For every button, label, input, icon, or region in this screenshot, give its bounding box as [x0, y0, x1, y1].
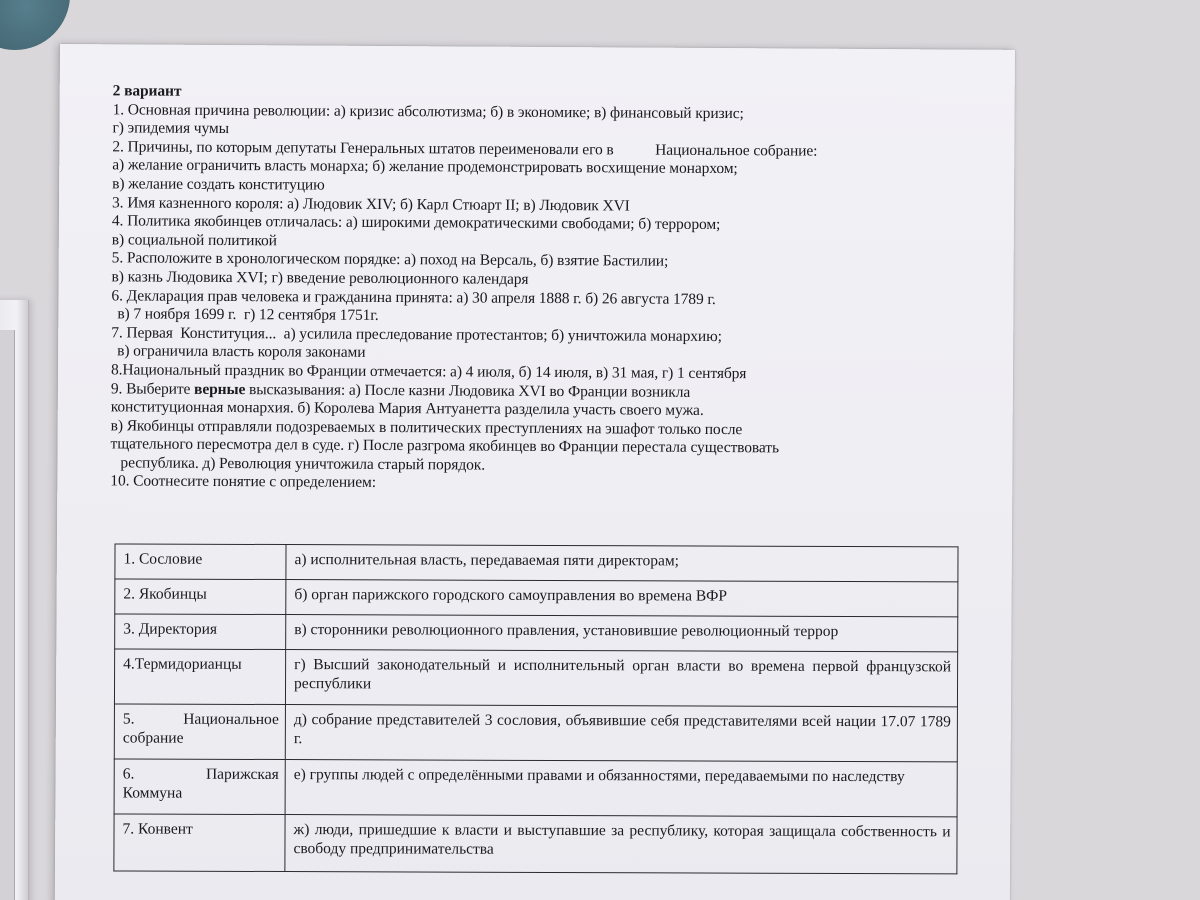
question-8-line-1: 8.Национальный праздник во Франции отмечается: а) 4 июля, б) 14 июля, в) 31 мая, г) 1 сентября — [110, 361, 747, 383]
question-7-line-1: 7. Первая Конституция... а) усилила преследование протестантов; б) уничтожила монархию; — [111, 324, 722, 345]
question-9-line-3: в) Якобинцы отправляли подозреваемых в политических преступлениях на эшафот только после — [110, 417, 743, 438]
table-term-cell: 2. Якобинцы — [115, 579, 286, 615]
table-term-cell: 7. Конвент — [114, 814, 285, 872]
table-term-cell: 3. Директория — [115, 614, 286, 650]
worksheet-paper — [55, 44, 1015, 900]
table-term-cell: 6. Парижская Коммуна — [114, 759, 285, 815]
table-definition-cell: д) собрание представителей 3 сословия, объявившие себя представителями всей нации 17.07 1789 г. — [285, 705, 957, 762]
table-row — [114, 814, 957, 874]
table-row — [114, 759, 957, 817]
question-6-line-2: в) 7 ноября 1699 г. г) 12 сентября 1751г. — [117, 305, 379, 325]
background-object — [0, 0, 70, 50]
matching-table — [113, 543, 958, 874]
question-2-line-1: 2. Причины, по которым депутаты Генеральных штатов переименовали его в Национальное собрание: — [112, 138, 818, 160]
question-9-line-5: республика. д) Революция уничтожила старый порядок. — [120, 454, 486, 474]
question-7-line-2: в) ограничила власть короля законами — [117, 342, 366, 362]
question-9-suffix: высказывания: а) После казни Людовика XVI во Франции возникла — [245, 380, 691, 401]
question-3-line-1: 3. Имя казненного короля: а) Людовик XIV; б) Карл Стюарт II; в) Людовик XVI — [111, 193, 630, 215]
table-row — [115, 614, 958, 652]
question-10-line-1: 10. Соотнесите понятие с определением: — [110, 472, 376, 492]
question-5-line-1: 5. Расположите в хронологическом порядке: а) поход на Версаль, б) взятие Бастилии; — [111, 249, 669, 271]
question-9-line-4: тщательного пересмотра дел в суде. г) После разгрома якобинцев во Франции перестала существовать — [110, 435, 780, 457]
table-row — [115, 579, 958, 617]
question-1-line-2: г) эпидемия чумы — [112, 119, 230, 138]
worksheet-content — [110, 82, 972, 496]
table-definition-cell: в) сторонники революционного правления, установившие революционный террор — [286, 615, 958, 652]
question-1-line-1: 1. Основная причина революции: а) кризис абсолютизма; б) в экономике; в) финансовый кризис; — [112, 100, 744, 122]
question-2-line-3: в) желание создать конституцию — [112, 175, 325, 194]
question-4-line-1: 4. Политика якобинцев отличалась: а) широкими демократическими свободами; б) террором; — [111, 212, 721, 234]
table-term-cell: 1. Сословие — [115, 544, 286, 580]
table-term-cell: 5. Национальное собрание — [114, 704, 285, 760]
question-9-bold-word: верные — [194, 380, 246, 398]
question-9-line-2: конституционная монархия. б) Королева Мария Антуанетта разделила участь своего мужа. — [110, 398, 704, 420]
question-4-line-2: в) социальной политикой — [111, 231, 277, 250]
background-paper-edge — [0, 330, 15, 900]
variant-title: 2 вариант — [112, 82, 182, 100]
table-definition-cell: ж) люди, пришедшие к власти и выступавшие за республику, которая защищала собственность и свободу предпринимательства — [285, 815, 957, 874]
table-definition-cell: б) орган парижского городского самоуправления во времена ВФР — [286, 580, 958, 617]
table-definition-cell: е) группы людей с определёнными правами и обязанностями, передаваемыми по наследству — [285, 760, 957, 817]
table-definition-cell: а) исполнительная власть, передаваемая пяти директорам; — [286, 545, 958, 582]
question-5-line-2: в) казнь Людовика XVI; г) введение революционного календаря — [111, 268, 529, 288]
table-row — [115, 544, 958, 582]
question-2-line-2: а) желание ограничить власть монарха; б) желание продемонстрировать восхищение монархом; — [112, 156, 738, 178]
table-row — [114, 649, 957, 707]
table-term-cell: 4.Термидорианцы — [114, 649, 285, 705]
question-6-line-1: 6. Декларация прав человека и гражданина принята: а) 30 апреля 1888 г. б) 26 августа 1789 г. — [111, 286, 716, 308]
table-row — [114, 704, 957, 762]
question-9-prefix: 9. Выберите — [110, 379, 195, 398]
table-definition-cell: г) Высший законодательный и исполнительный орган власти во времена первой французской республики — [285, 650, 957, 707]
